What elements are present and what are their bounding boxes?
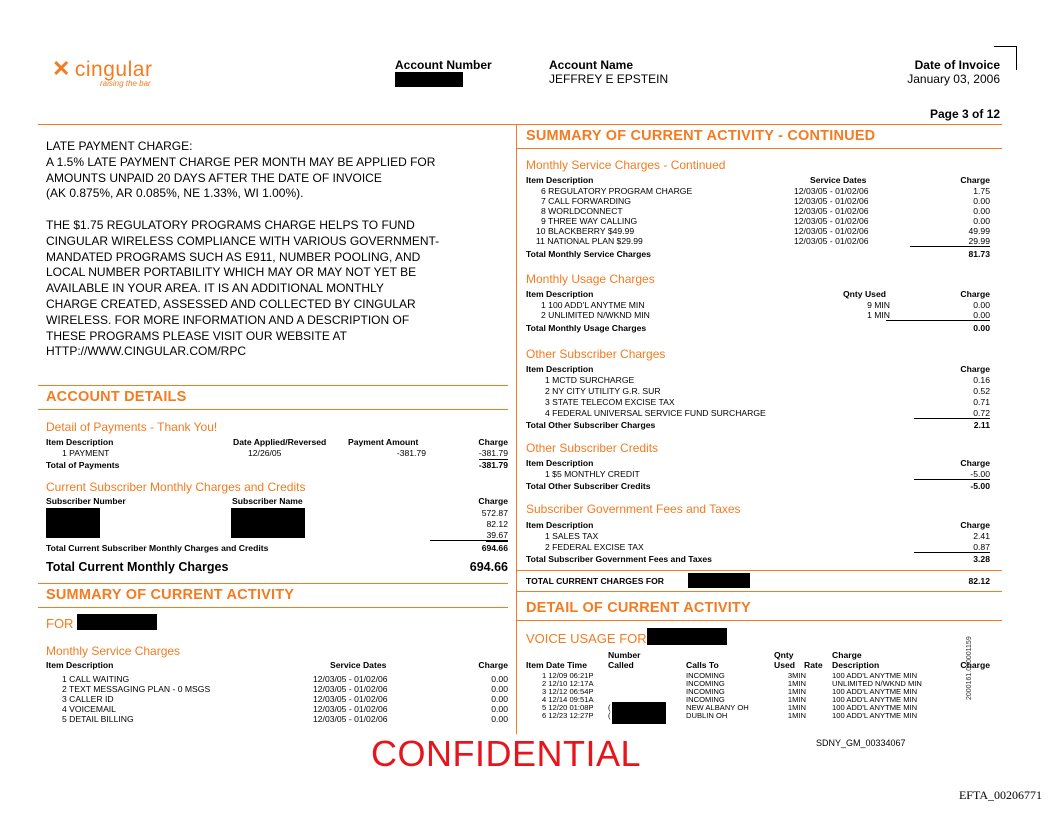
credit-row-charge: -5.00	[970, 469, 990, 479]
voice-h-number: Number	[608, 650, 641, 660]
msc-left-h-charge: Charge	[478, 660, 508, 670]
table-row-desc: 1 SALES TAX	[545, 531, 599, 541]
voice-h-rate: Rate	[804, 660, 823, 670]
voice-row-paren: (	[608, 703, 611, 712]
account-number-label: Account Number	[395, 58, 492, 72]
rpc-line-2: CINGULAR WIRELESS COMPLIANCE WITH VARIOUS GOVERNMENT-	[46, 233, 440, 248]
usage-underline	[886, 320, 990, 321]
credits-total: -5.00	[970, 481, 990, 491]
voice-row-to: INCOMING	[686, 695, 725, 704]
msc-left-h-dates: Service Dates	[330, 660, 387, 670]
rpc-line-9: HTTP://WWW.CINGULAR.COM/RPC	[46, 344, 246, 359]
rpc-line-5: AVAILABLE IN YOUR AREA. IT IS AN ADDITIONAL MONTHLY	[46, 281, 384, 296]
voice-row-to: INCOMING	[686, 679, 725, 688]
tcc-total: 82.12	[968, 576, 990, 586]
table-row-charge: 0.00	[973, 196, 990, 206]
msc-left-h-item: Item Description	[46, 660, 114, 670]
voice-row-item: 2 12/10 12:17A	[542, 679, 594, 688]
msc-total-label: Total Monthly Service Charges	[526, 249, 651, 259]
table-row-dates: 12/03/05 - 01/02/06	[794, 236, 869, 246]
usage-total: 0.00	[973, 323, 990, 333]
payments-h-date: Date Applied/Reversed	[233, 437, 327, 447]
gov-underline	[914, 552, 990, 553]
table-row-dates: 12/03/05 - 01/02/06	[794, 206, 869, 216]
table-row-desc: 4 FEDERAL UNIVERSAL SERVICE FUND SURCHARGE	[545, 408, 766, 418]
voice-h-desc: Description	[832, 660, 880, 670]
other-h-charge: Charge	[960, 364, 990, 374]
voice-h-qnty: Qnty	[774, 650, 794, 660]
payments-title: Detail of Payments - Thank You!	[46, 420, 218, 434]
table-row-charge: 0.00	[491, 674, 508, 684]
table-row-desc: 2 FEDERAL EXCISE TAX	[545, 542, 644, 552]
table-row-charge: 0.71	[973, 397, 990, 407]
usage-title: Monthly Usage Charges	[526, 272, 655, 286]
credits-underline	[914, 479, 990, 480]
voice-row-desc: 100 ADD'L ANYTME MIN	[832, 687, 918, 696]
table-row-desc: 7 CALL FORWARDING	[541, 196, 631, 206]
sub-charges-title: Current Subscriber Monthly Charges and Credits	[46, 480, 306, 494]
tcc-rule-bottom	[517, 591, 1002, 592]
payment-charge: -381.79	[478, 448, 508, 458]
voice-h-used: Used	[774, 660, 796, 670]
payments-h-item: Item Description	[46, 437, 114, 447]
sub-charge-1: 572.87	[481, 508, 508, 518]
total-payments-label: Total of Payments	[46, 460, 120, 470]
table-row-charge: 2.41	[973, 531, 990, 541]
logo-name: cingular	[74, 58, 153, 81]
summary-for-label: FOR	[46, 616, 74, 631]
account-details-rule-top	[38, 385, 508, 386]
late-notice-title: LATE PAYMENT CHARGE:	[46, 139, 193, 153]
rpc-line-1: THE $1.75 REGULATORY PROGRAMS CHARGE HELPS TO FUND	[46, 217, 415, 232]
voice-row-paren: (	[608, 711, 611, 720]
usage-total-label: Total Monthly Usage Charges	[526, 323, 647, 333]
tcc-redaction	[688, 573, 750, 588]
table-row-charge: 49.99	[968, 226, 990, 236]
voice-row-desc: UNLIMITED N/WKND MIN	[832, 679, 922, 688]
table-row-dates: 12/03/05 - 01/02/06	[794, 196, 869, 206]
sub-number-redaction	[46, 508, 100, 538]
table-row-qnty: 9 MIN	[867, 300, 890, 310]
gov-h-item: Item Description	[526, 520, 594, 530]
account-details-title: ACCOUNT DETAILS	[46, 389, 187, 405]
table-row-charge: 0.00	[973, 216, 990, 226]
tcc-label: TOTAL CURRENT CHARGES FOR	[526, 576, 664, 586]
corner-mark-top	[994, 46, 1016, 47]
invoice-date-label: Date of Invoice	[914, 58, 1000, 72]
table-row-charge: 0.00	[973, 206, 990, 216]
usage-h-qnty: Qnty Used	[843, 289, 886, 299]
table-row-charge: 29.99	[968, 236, 990, 246]
msc-right-h-item: Item Description	[526, 175, 594, 185]
table-row-desc: 2 TEXT MESSAGING PLAN - 0 MSGS	[62, 684, 211, 694]
table-row-desc: 10 BLACKBERRY $49.99	[536, 226, 635, 236]
account-details-rule-bottom	[38, 409, 508, 410]
called-number-redaction	[612, 702, 666, 724]
voice-row-desc: 100 ADD'L ANYTME MIN	[832, 695, 918, 704]
tcc-rule-top	[517, 570, 1002, 571]
credits-h-item: Item Description	[526, 458, 594, 468]
msc-right-h-charge: Charge	[960, 175, 990, 185]
sub-charge-3: 39.67	[486, 530, 508, 540]
late-notice-line2: AMOUNTS UNPAID 20 DAYS AFTER THE DATE OF INVOICE	[46, 170, 382, 185]
voice-row-item: 3 12/12 06:54P	[542, 687, 594, 696]
rpc-line-3: MANDATED PROGRAMS SUCH AS E911, NUMBER POOLING, AND	[46, 249, 421, 264]
confidential-stamp: CONFIDENTIAL	[371, 733, 642, 774]
sub-name-redaction	[231, 508, 305, 538]
header-rule	[38, 124, 1002, 125]
grand-total: 694.66	[469, 560, 508, 574]
table-row-desc: 6 REGULATORY PROGRAM CHARGE	[541, 186, 693, 196]
sub-charges-underline	[430, 540, 508, 541]
efta-number: EFTA_00206771	[958, 788, 1042, 802]
table-row-charge: 0.72	[973, 408, 990, 418]
account-name: JEFFREY E EPSTEIN	[549, 72, 669, 86]
rpc-line-7: WIRELESS. FOR MORE INFORMATION AND A DESCRIPTION OF	[46, 312, 410, 327]
table-row-desc: 3 STATE TELECOM EXCISE TAX	[545, 397, 675, 407]
table-row-desc: 4 VOICEMAIL	[62, 704, 116, 714]
payment-desc: 1 PAYMENT	[62, 448, 110, 458]
voice-row-desc: 100 ADD'L ANYTME MIN	[832, 711, 918, 720]
other-h-item: Item Description	[526, 364, 594, 374]
voice-row-used: 1MIN	[787, 703, 806, 712]
payment-amount: -381.79	[396, 448, 426, 458]
account-number-redaction	[395, 72, 463, 87]
voice-row-to: INCOMING	[686, 671, 725, 680]
voice-row-to: DUBLIN OH	[686, 711, 728, 720]
table-row-dates: 12/03/05 - 01/02/06	[794, 186, 869, 196]
msc-right-title: Monthly Service Charges - Continued	[526, 158, 726, 172]
table-row-desc: 1 CALL WAITING	[62, 674, 130, 684]
credits-title: Other Subscriber Credits	[526, 441, 659, 455]
other-total: 2.11	[973, 420, 990, 430]
table-row-dates: 12/03/05 - 01/02/06	[313, 674, 388, 684]
gov-fees-title: Subscriber Government Fees and Taxes	[526, 502, 741, 516]
gov-h-charge: Charge	[960, 520, 990, 530]
table-row-desc: 1 MCTD SURCHARGE	[545, 375, 635, 385]
voice-row-used: 1MIN	[787, 679, 806, 688]
voice-h-calls-to: Calls To	[686, 660, 719, 670]
voice-row-to: NEW ALBANY OH	[686, 703, 749, 712]
usage-h-item: Item Description	[526, 289, 594, 299]
table-row-desc: 8 WORLDCONNECT	[541, 206, 623, 216]
summary-for-redaction	[77, 614, 157, 630]
summary-continued-rule	[517, 148, 1002, 149]
voice-row-to: INCOMING	[686, 687, 725, 696]
summary-title: SUMMARY OF CURRENT ACTIVITY	[46, 587, 295, 603]
other-underline	[914, 418, 990, 419]
late-notice-line3: (AK 0.875%, AR 0.085%, NE 1.33%, WI 1.00%).	[46, 186, 304, 201]
msc-left-title: Monthly Service Charges	[46, 644, 181, 658]
column-divider	[516, 124, 517, 734]
late-notice-line1: A 1.5% LATE PAYMENT CHARGE PER MONTH MAY BE APPLIED FOR	[46, 154, 436, 169]
side-code: 2000161.000001159	[966, 636, 973, 700]
voice-row-item: 4 12/14 09:51A	[542, 695, 594, 704]
table-row-charge: 0.00	[973, 300, 990, 310]
account-name-label: Account Name	[549, 58, 634, 72]
msc-total: 81.73	[968, 249, 990, 259]
table-row-charge: 0.16	[973, 375, 990, 385]
table-row-charge: 1.75	[973, 186, 990, 196]
voice-h-charge-top: Charge	[832, 650, 862, 660]
voice-row-used: 1MIN	[787, 687, 806, 696]
late-notice	[46, 139, 516, 360]
table-row-desc: 9 THREE WAY CALLING	[541, 216, 638, 226]
msc-right-h-dates: Service Dates	[810, 175, 867, 185]
corner-mark	[1016, 46, 1017, 70]
table-row-dates: 12/03/05 - 01/02/06	[313, 684, 388, 694]
logo-x-icon: ✕	[52, 56, 71, 81]
summary-rule-bottom	[38, 607, 508, 608]
rpc-line-6: CHARGE CREATED, ASSESSED AND COLLECTED BY CINGULAR	[46, 296, 416, 311]
table-row-desc: 5 DETAIL BILLING	[62, 714, 134, 724]
h-sub-name: Subscriber Name	[232, 496, 303, 506]
payments-h-charge: Charge	[478, 437, 508, 447]
rpc-line-8: THESE PROGRAMS PLEASE VISIT OUR WEBSITE AT	[46, 328, 347, 343]
other-total-label: Total Other Subscriber Charges	[526, 420, 656, 430]
voice-h-charge: Charge	[960, 660, 990, 670]
invoice-date: January 03, 2006	[907, 72, 1000, 86]
rpc-line-4: LOCAL NUMBER PORTABILITY WHICH MAY OR MAY NOT YET BE	[46, 265, 417, 280]
table-row-charge: 0.00	[491, 714, 508, 724]
msc-underline	[910, 246, 990, 247]
voice-row-used: 3MIN	[787, 671, 806, 680]
sub-total: 694.66	[481, 543, 508, 553]
h-sub-charge: Charge	[478, 496, 508, 506]
table-row-desc: 2 NY CITY UTILITY G.R. SUR	[545, 386, 661, 396]
detail-rule	[517, 620, 1002, 621]
table-row-dates: 12/03/05 - 01/02/06	[313, 714, 388, 724]
gov-total: 3.28	[973, 554, 990, 564]
credit-row-desc: 1 $5 MONTHLY CREDIT	[545, 469, 640, 479]
voice-row-item: 6 12/23 12:27P	[542, 711, 594, 720]
payments-h-amount: Payment Amount	[348, 437, 419, 447]
voice-row-used: 1MIN	[787, 711, 806, 720]
detail-title: DETAIL OF CURRENT ACTIVITY	[526, 600, 751, 616]
table-row-charge: 0.52	[973, 386, 990, 396]
table-row-dates: 12/03/05 - 01/02/06	[313, 694, 388, 704]
table-row-dates: 12/03/05 - 01/02/06	[794, 216, 869, 226]
voice-usage-title: VOICE USAGE FOR	[526, 631, 647, 646]
table-row-qnty: 1 MIN	[867, 310, 890, 320]
voice-h-called: Called	[608, 660, 634, 670]
table-row-dates: 12/03/05 - 01/02/06	[313, 704, 388, 714]
table-row-charge: 0.87	[973, 542, 990, 552]
logo-tagline: raising the bar	[100, 79, 151, 88]
voice-row-desc: 100 ADD'L ANYTME MIN	[832, 671, 918, 680]
sub-charge-2: 82.12	[486, 519, 508, 529]
voice-usage-redaction	[647, 628, 727, 645]
table-row-desc: 2 UNLIMITED N/WKND MIN	[541, 310, 650, 320]
table-row-desc: 1 100 ADD'L ANYTME MIN	[541, 300, 645, 310]
other-charges-title: Other Subscriber Charges	[526, 347, 666, 361]
grand-total-label: Total Current Monthly Charges	[46, 560, 229, 574]
voice-row-item: 1 12/09 06:21P	[542, 671, 594, 680]
gov-total-label: Total Subscriber Government Fees and Taxes	[526, 554, 712, 564]
table-row-charge: 0.00	[973, 310, 990, 320]
credits-total-label: Total Other Subscriber Credits	[526, 481, 651, 491]
total-payments: -381.79	[478, 460, 508, 470]
voice-h-item: Item Date Time	[526, 660, 587, 670]
table-row-charge: 0.00	[491, 704, 508, 714]
h-sub-number: Subscriber Number	[46, 496, 126, 506]
table-row-charge: 0.00	[491, 684, 508, 694]
voice-row-used: 1MIN	[787, 695, 806, 704]
payment-date: 12/26/05	[248, 448, 282, 458]
page-number: Page 3 of 12	[929, 107, 1000, 121]
summary-rule-top	[38, 583, 508, 584]
voice-row-item: 5 12/20 01:08P	[542, 703, 594, 712]
voice-row-desc: 100 ADD'L ANYTME MIN	[832, 703, 918, 712]
usage-h-charge: Charge	[960, 289, 990, 299]
table-row-dates: 12/03/05 - 01/02/06	[794, 226, 869, 236]
table-row-desc: 11 NATIONAL PLAN $29.99	[536, 236, 643, 246]
credits-h-charge: Charge	[960, 458, 990, 468]
table-row-desc: 3 CALLER ID	[62, 694, 114, 704]
table-row-charge: 0.00	[491, 694, 508, 704]
bates-number: SDNY_GM_00334067	[816, 738, 906, 748]
summary-continued-title: SUMMARY OF CURRENT ACTIVITY - CONTINUED	[526, 128, 876, 144]
sub-total-label: Total Current Subscriber Monthly Charges and Credits	[46, 543, 269, 553]
